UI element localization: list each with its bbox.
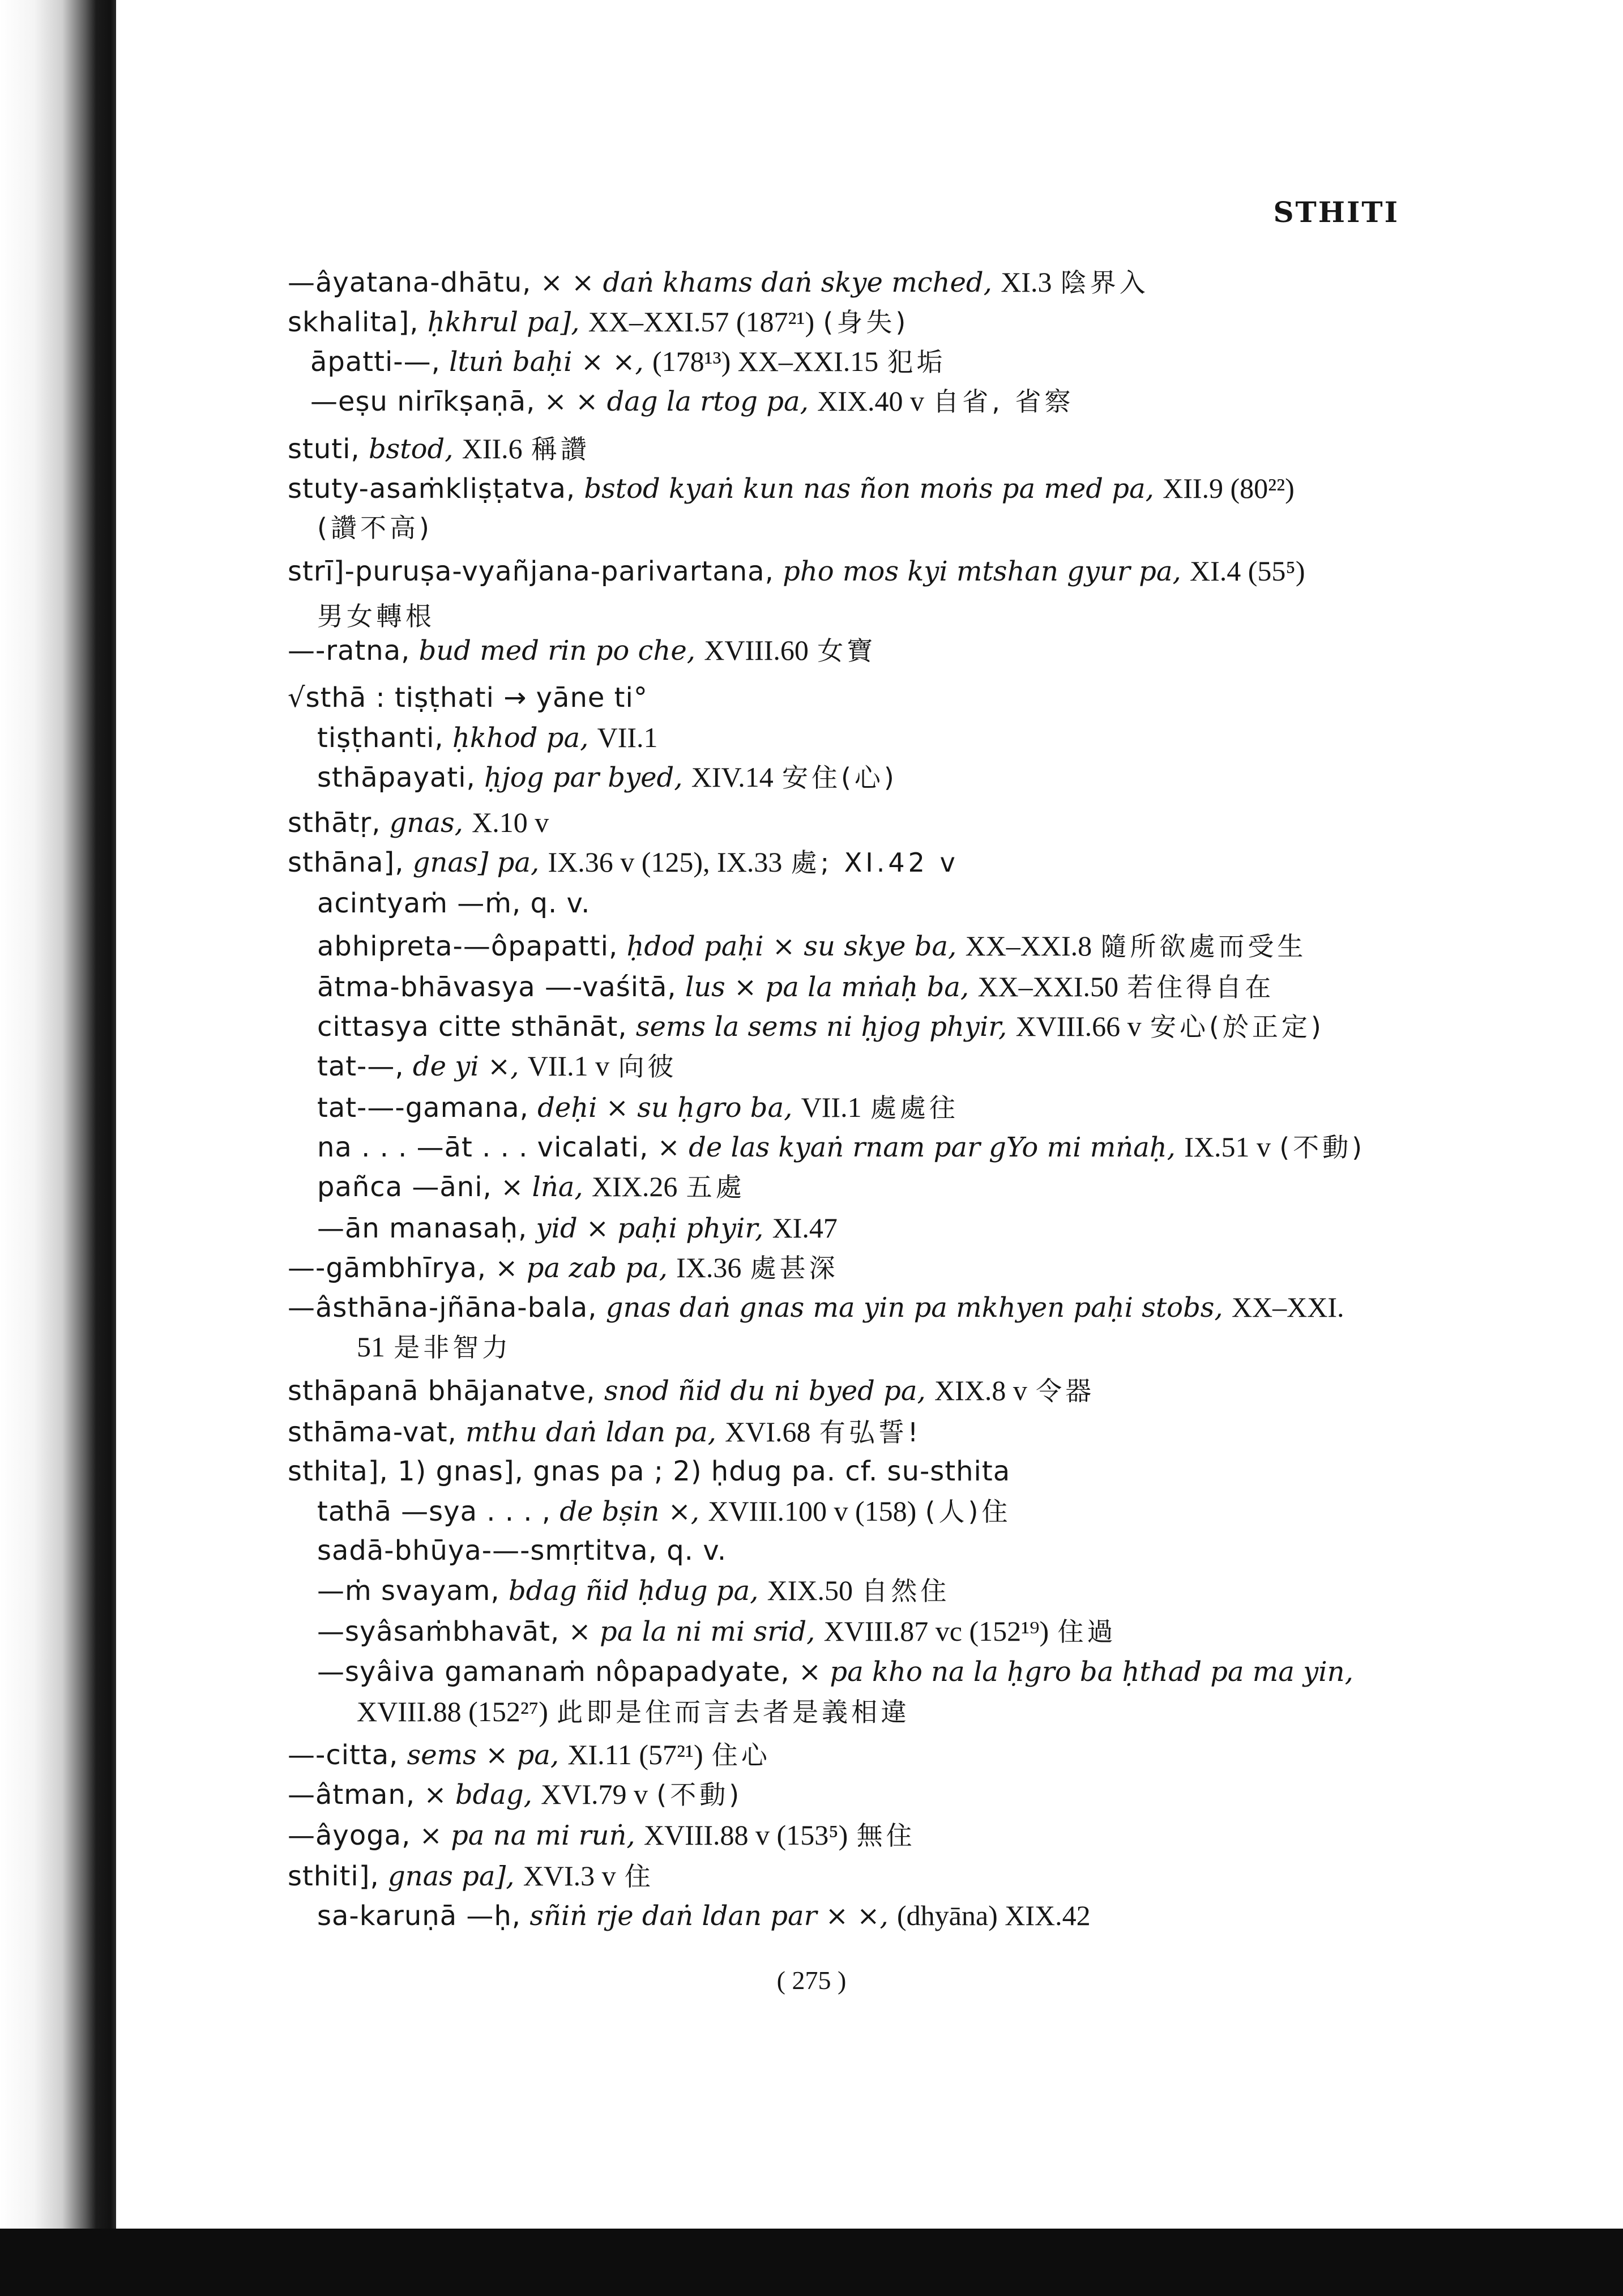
entry-line: acintyaṁ —ṁ, q. v.: [317, 887, 591, 919]
entry-line: —ān manasaḥ, yid × paḥi phyir, XI.47: [317, 1212, 838, 1244]
entry-line: pañca —āni, × lṅa, XIX.26 五處: [317, 1171, 745, 1203]
entry-line: tat-—-gamana, deḥi × su ḥgro ba, VII.1 處處往: [317, 1091, 959, 1124]
entry-line: stuti, bstod, XII.6 稱讚: [288, 433, 590, 465]
entry-line: sthātṛ, gnas, X.10 v: [288, 806, 549, 839]
entry-line: skhalita], ḥkhrul pa], XX–XXI.57 (187²¹) (身失): [288, 306, 909, 338]
entry-line: sthiti], gnas pa], XVI.3 v 住: [288, 1860, 654, 1892]
entry-line: cittasya citte sthānāt, sems la sems ni ḥjog phyir, XVIII.66 v 安心(於正定): [317, 1010, 1325, 1043]
entry-line: —syâiva gamanaṁ nôpapadyate, × pa kho na la ḥgro ba ḥthad pa ma yin,: [317, 1656, 1353, 1688]
entry-line: —ṁ svayam, bdag ñid ḥdug pa, XIX.50 自然住: [317, 1574, 950, 1607]
entry-line: sthāna], gnas] pa, IX.36 v (125), IX.33 處; XI.42 v: [288, 846, 959, 878]
entry-line: āpatti-—, ltuṅ baḥi × ×, (178¹³) XX–XXI.15 犯垢: [310, 345, 946, 378]
entry-line: na . . . —āt . . . vicalati, × de las kyaṅ rnam par gYo mi mṅaḥ, IX.51 v (不動): [317, 1131, 1366, 1163]
entry-line: strī]-puruṣa-vyañjana-parivartana, pho mos kyi mtshan gyur pa, XI.4 (55⁵): [288, 555, 1305, 587]
entry-line: sthāpayati, ḥjog par byed, XIV.14 安住(心): [317, 761, 898, 793]
entry-line: —-ratna, bud med rin po che, XVIII.60 女寶: [288, 634, 877, 667]
entry-line: sthita], 1) gnas], gnas pa ; 2) ḥdug pa. cf. su-sthita: [288, 1456, 1011, 1487]
scan-binding-shadow: [0, 0, 116, 2296]
entry-line: ātma-bhāvasya —-vaśitā, lus × pa la mṅaḥ ba, XX–XXI.50 若住得自在: [317, 971, 1275, 1003]
running-head: STHITI: [1273, 195, 1399, 229]
entry-line: —âtman, × bdag, XVI.79 v (不動): [288, 1778, 743, 1811]
entry-line: tat-—, de yi ×, VII.1 v 向彼: [317, 1050, 677, 1082]
entry-line: (讚不高): [317, 513, 433, 543]
page-number: ( 275 ): [776, 1966, 847, 1995]
entry-line: sadā-bhūya-—-smṛtitva, q. v.: [317, 1535, 727, 1567]
entry-line: abhipreta-—ôpapatti, ḥdod paḥi × su skye ba, XX–XXI.8 隨所欲處而受生: [317, 930, 1307, 962]
entry-line: tathā —sya . . . , de bṣin ×, XVIII.100 v (158) (人)住: [317, 1495, 1011, 1527]
entry-line: √sthā : tiṣṭhati → yāne ti°: [288, 682, 648, 714]
scan-bottom-edge: [0, 2229, 1623, 2296]
entry-line: —âyoga, × pa na mi ruṅ, XVIII.88 v (153⁵) 無住: [288, 1819, 916, 1851]
entry-line: —-citta, sems × pa, XI.11 (57²¹) 住心: [288, 1739, 771, 1771]
entry-line: stuty-asaṁkliṣṭatva, bstod kyaṅ kun nas ñon moṅs pa med pa, XII.9 (80²²): [288, 472, 1295, 505]
entry-line: —âyatana-dhātu, × × daṅ khams daṅ skye mched, XI.3 陰界入: [288, 266, 1149, 298]
entry-line: —âsthāna-jñāna-bala, gnas daṅ gnas ma yin pa mkhyen paḥi stobs, XX–XXI.: [288, 1291, 1344, 1324]
entry-line: tiṣṭhanti, ḥkhod pa, VII.1: [317, 722, 658, 754]
entry-line: sa-karuṇā —ḥ, sñiṅ rje daṅ ldan par × ×, (dhyāna) XIX.42: [317, 1900, 1091, 1932]
entry-line: sthāma-vat, mthu daṅ ldan pa, XVI.68 有弘誓!: [288, 1416, 922, 1448]
entry-line: XVIII.88 (152²⁷) 此即是住而言去者是義相違: [357, 1696, 911, 1727]
entry-line: 51 是非智力: [357, 1331, 512, 1363]
entry-line: —-gāmbhīrya, × pa zab pa, IX.36 處甚深: [288, 1252, 839, 1284]
entry-line: sthāpanā bhājanatve, snod ñid du ni byed pa, XIX.8 v 令器: [288, 1375, 1095, 1407]
entry-line: —eṣu nirīkṣaṇā, × × dag la rtog pa, XIX.40 v 自省, 省察: [310, 385, 1074, 417]
entry-line: 男女轉根: [317, 601, 435, 631]
entry-line: —syâsaṁbhavāt, × pa la ni mi srid, XVIII.87 vc (152¹⁹) 住過: [317, 1615, 1117, 1648]
